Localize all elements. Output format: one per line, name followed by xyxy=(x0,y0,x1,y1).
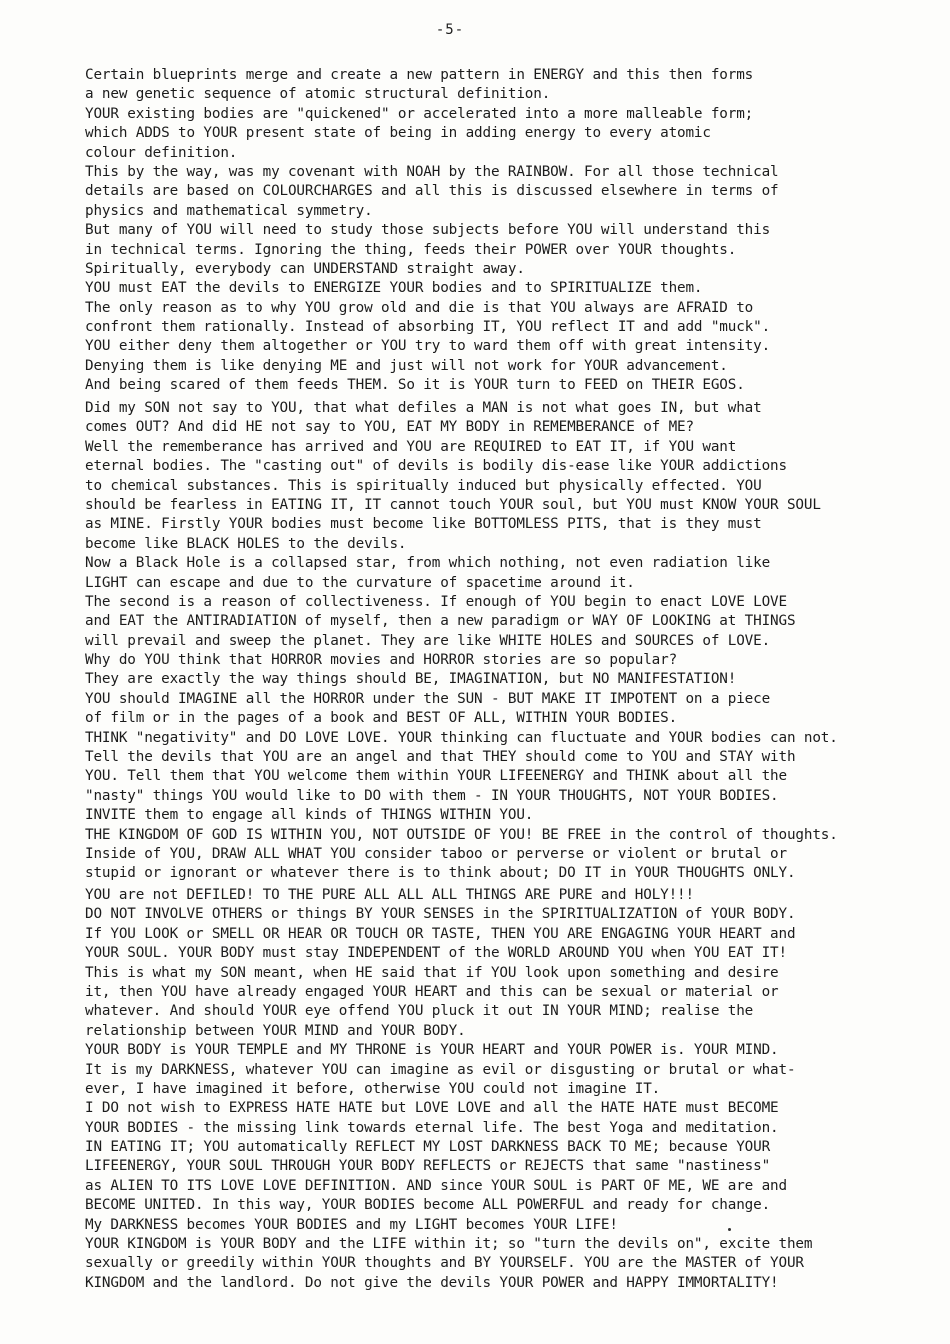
text-line: KINGDOM and the landlord. Do not give the devils YOUR POWER and HAPPY IMMORTALITY! xyxy=(85,1274,779,1291)
text-line: will prevail and sweep the planet. They are like WHITE HOLES and SOURCES of LOVE. xyxy=(85,632,771,649)
paragraph-block-1 xyxy=(85,66,925,396)
text-line: Well the rememberance has arrived and YOU are REQUIRED to EAT IT, if YOU want xyxy=(85,438,737,455)
text-line: YOU. Tell them that YOU welcome them within YOUR LIFEENERGY and THINK about all the xyxy=(85,768,787,785)
text-line: YOU must EAT the devils to ENERGIZE YOUR bodies and to SPIRITUALIZE them. xyxy=(85,280,703,297)
text-line: My DARKNESS becomes YOUR BODIES and my LIGHT becomes YOUR LIFE! xyxy=(85,1216,618,1233)
text-line: YOUR existing bodies are "quickened" or accelerated into a more malleable form; xyxy=(85,105,754,122)
text-line: THE KINGDOM OF GOD IS WITHIN YOU, NOT OUTSIDE OF YOU! BE FREE in the control of thoughts. xyxy=(85,826,838,843)
text-line: a new genetic sequence of atomic structural definition. xyxy=(85,86,551,103)
text-line: comes OUT? And did HE not say to YOU, EAT MY BODY in REMEMBERANCE of ME? xyxy=(85,419,694,436)
text-line: And being scared of them feeds THEM. So it is YOUR turn to FEED on THEIR EGOS. xyxy=(85,377,745,394)
text-line: of film or in the pages of a book and BEST OF ALL, WITHIN YOUR BODIES. xyxy=(85,710,678,727)
text-line: ever, I have imagined it before, otherwise YOU could not imagine IT. xyxy=(85,1080,661,1097)
text-line: as MINE. Firstly YOUR bodies must become like BOTTOMLESS PITS, that is they must xyxy=(85,516,762,533)
text-line: Did my SON not say to YOU, that what defiles a MAN is not what goes IN, but what xyxy=(85,400,762,416)
text-line: and EAT the ANTIRADIATION of myself, then a new paradigm or WAY OF LOOKING at THINGS xyxy=(85,613,796,630)
text-line: Spiritually, everybody can UNDERSTAND straight away. xyxy=(85,260,525,277)
text-line: colour definition. xyxy=(85,144,238,161)
text-line: Inside of YOU, DRAW ALL WHAT YOU consider taboo or perverse or violent or brutal or xyxy=(85,845,787,862)
text-line: confront them rationally. Instead of absorbing IT, YOU reflect IT and add "muck". xyxy=(85,319,771,336)
text-line: DO NOT INVOLVE OTHERS or things BY YOUR SENSES in the SPIRITUALIZATION of YOUR BODY. xyxy=(85,906,796,923)
page-number: -5- xyxy=(435,22,465,38)
ink-speck xyxy=(728,1228,731,1231)
text-line: stupid or ignorant or whatever there is to think about; DO IT in YOUR THOUGHTS ONLY. xyxy=(85,865,796,882)
text-line: It is my DARKNESS, whatever YOU can imagine as evil or disgusting or brutal or what- xyxy=(85,1061,796,1078)
text-line: This is what my SON meant, when HE said that if YOU look upon something and desire xyxy=(85,964,779,981)
text-line: Why do YOU think that HORROR movies and HORROR stories are so popular? xyxy=(85,652,678,669)
text-line: IN EATING IT; YOU automatically REFLECT MY LOST DARKNESS BACK TO ME; because YOUR xyxy=(85,1139,771,1156)
text-line: BECOME UNITED. In this way, YOUR BODIES become ALL POWERFUL and ready for change. xyxy=(85,1197,771,1214)
text-line: should be fearless in EATING IT, IT cannot touch YOUR soul, but YOU must KNOW YOUR SOUL xyxy=(85,496,821,513)
text-line: Now a Black Hole is a collapsed star, from which nothing, not even radiation like xyxy=(85,555,771,572)
paragraph-block-2 xyxy=(85,399,925,884)
text-line: YOU are not DEFILED! TO THE PURE ALL ALL ALL THINGS ARE PURE and HOLY!!! xyxy=(85,887,694,903)
text-line: sexually or greedily within YOUR thoughts and BY YOURSELF. YOU are the MASTER of YOUR xyxy=(85,1255,804,1272)
text-line: become like BLACK HOLES to the devils. xyxy=(85,535,407,552)
paragraph-block-3 xyxy=(85,886,925,1293)
text-line: The second is a reason of collectiveness. If enough of YOU begin to enact LOVE LOVE xyxy=(85,593,787,610)
text-line: They are exactly the way things should BE, IMAGINATION, but NO MANIFESTATION! xyxy=(85,671,737,688)
text-line: YOUR BODY is YOUR TEMPLE and MY THRONE is YOUR HEART and YOUR POWER is. YOUR MIND. xyxy=(85,1042,779,1059)
text-line: This by the way, was my covenant with NOAH by the RAINBOW. For all those technical xyxy=(85,163,779,180)
text-line: LIFEENERGY, YOUR SOUL THROUGH YOUR BODY REFLECTS or REJECTS that same "nastiness" xyxy=(85,1158,771,1175)
text-line: which ADDS to YOUR present state of being in adding energy to every atomic xyxy=(85,125,711,142)
text-line: whatever. And should YOUR eye offend YOU pluck it out IN YOUR MIND; realise the xyxy=(85,1003,754,1020)
text-line: YOUR KINGDOM is YOUR BODY and the LIFE within it; so "turn the devils on", excite them xyxy=(85,1236,813,1253)
text-line: YOUR SOUL. YOUR BODY must stay INDEPENDENT of the WORLD AROUND YOU when YOU EAT IT! xyxy=(85,945,787,962)
text-line: YOU either deny them altogether or YOU try to ward them off with great intensity. xyxy=(85,338,771,355)
text-line: "nasty" things YOU would like to DO with them - IN YOUR THOUGHTS, NOT YOUR BODIES. xyxy=(85,787,779,804)
text-line: THINK "negativity" and DO LOVE LOVE. YOUR thinking can fluctuate and YOUR bodies can not. xyxy=(85,729,838,746)
text-line: Certain blueprints merge and create a new pattern in ENERGY and this then forms xyxy=(85,67,754,83)
text-line: INVITE them to engage all kinds of THINGS WITHIN YOU. xyxy=(85,807,534,824)
text-line: Tell the devils that YOU are an angel and that THEY should come to YOU and STAY with xyxy=(85,749,796,766)
text-line: LIGHT can escape and due to the curvature of spacetime around it. xyxy=(85,574,635,591)
text-line: to chemical substances. This is spiritually induced but physically effected. YOU xyxy=(85,477,762,494)
text-line: YOU should IMAGINE all the HORROR under the SUN - BUT MAKE IT IMPOTENT on a piece xyxy=(85,690,771,707)
text-line: The only reason as to why YOU grow old and die is that YOU always are AFRAID to xyxy=(85,299,754,316)
text-line: If YOU LOOK or SMELL OR HEAR OR TOUCH OR TASTE, THEN YOU ARE ENGAGING YOUR HEART and xyxy=(85,925,796,942)
text-line: physics and mathematical symmetry. xyxy=(85,202,373,219)
text-line: I DO not wish to EXPRESS HATE HATE but LOVE LOVE and all the HATE HATE must BECOME xyxy=(85,1100,779,1117)
text-line: YOUR BODIES - the missing link towards eternal life. The best Yoga and meditation. xyxy=(85,1119,779,1136)
text-line: Denying them is like denying ME and just will not work for YOUR advancement. xyxy=(85,357,728,374)
text-line: as ALIEN TO ITS LOVE LOVE DEFINITION. AND since YOUR SOUL is PART OF ME, WE are and xyxy=(85,1177,787,1194)
text-line: But many of YOU will need to study those subjects before YOU will understand this xyxy=(85,222,771,239)
text-line: details are based on COLOURCHARGES and all this is discussed elsewhere in terms of xyxy=(85,183,779,200)
text-line: relationship between YOUR MIND and YOUR BODY. xyxy=(85,1022,466,1039)
text-line: eternal bodies. The "casting out" of devils is bodily dis-ease like YOUR addictions xyxy=(85,458,787,475)
text-line: in technical terms. Ignoring the thing, feeds their POWER over YOUR thoughts. xyxy=(85,241,737,258)
text-line: it, then YOU have already engaged YOUR HEART and this can be sexual or material or xyxy=(85,983,779,1000)
